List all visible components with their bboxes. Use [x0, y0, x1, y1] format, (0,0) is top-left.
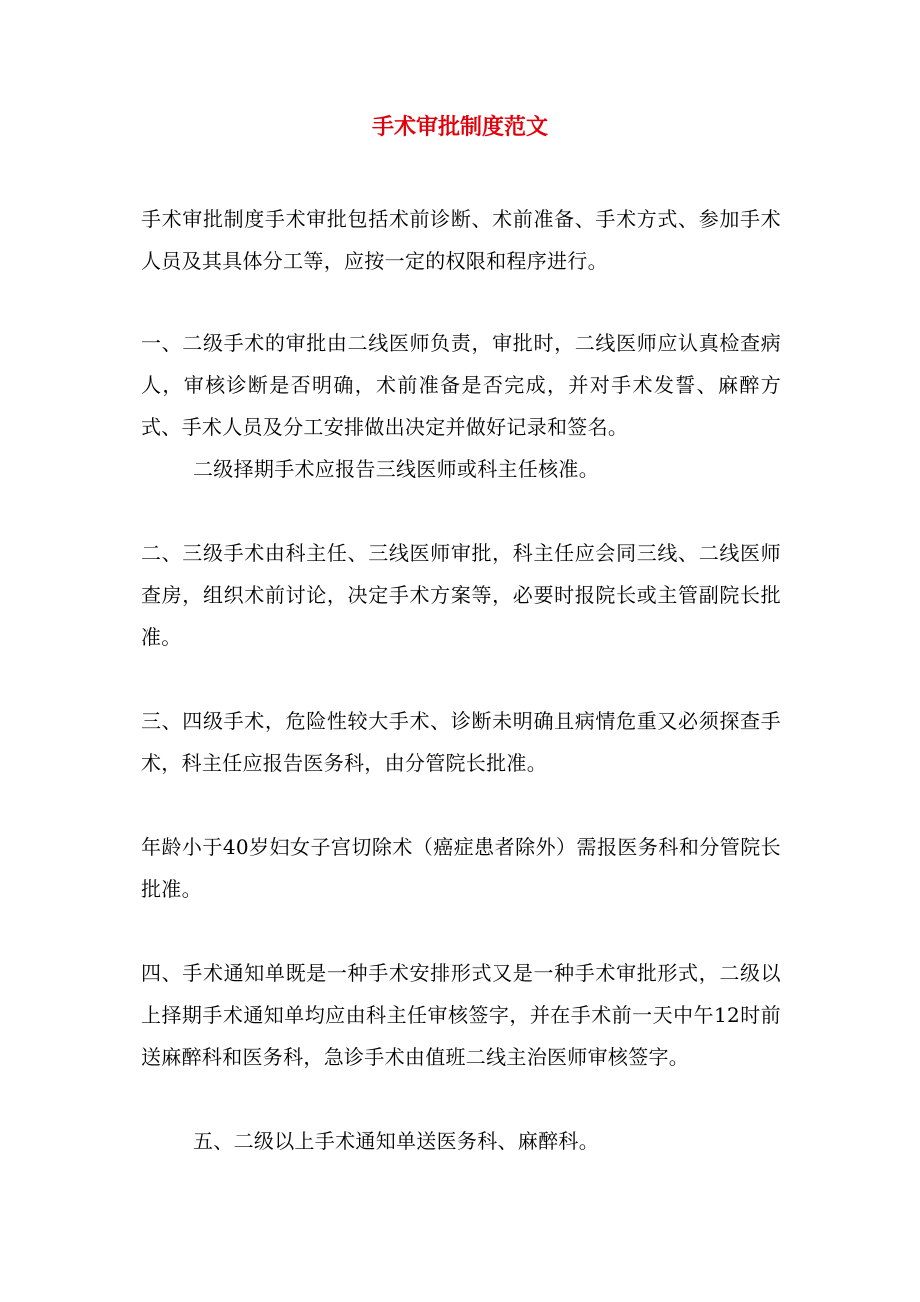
document-title: 手术审批制度范文	[371, 114, 548, 140]
paragraph-notification: 四、手术通知单既是一种手术安排形式又是一种手术审批形式，二级以上择期手术通知单均应由科主任审核签字，并在手术前一天中午12时前送麻醉科和医务科，急诊手术由值班二线主治医师审核签字。	[141, 961, 781, 1069]
paragraph-level-1-2: 一、二级手术的审批由二线医师负责，审批时，二线医师应认真检查病人，审核诊断是否明确，术前准备是否完成，并对手术发誓、麻醉方式、手术人员及分工安排做出决定并做好记录和签名。	[141, 331, 781, 439]
paragraph-level-3: 二、三级手术由科主任、三线医师审批，科主任应会同三线、二线医师查房，组织术前讨论，决定手术方案等，必要时报院长或主管副院长批准。	[141, 541, 781, 649]
paragraph-delivery: 五、二级以上手术通知单送医务科、麻醉科。	[193, 1129, 599, 1153]
paragraph-hysterectomy: 年龄小于40岁妇女子宫切除术（癌症患者除外）需报医务科和分管院长批准。	[141, 835, 781, 901]
paragraph-intro: 手术审批制度手术审批包括术前诊断、术前准备、手术方式、参加手术人员及其具体分工等，应按一定的权限和程序进行。	[141, 207, 781, 273]
paragraph-level-4: 三、四级手术，危险性较大手术、诊断未明确且病情危重又必须探查手术，科主任应报告医务科，由分管院长批准。	[141, 709, 781, 775]
paragraph-level-2-elective: 二级择期手术应报告三线医师或科主任核准。	[193, 457, 599, 481]
